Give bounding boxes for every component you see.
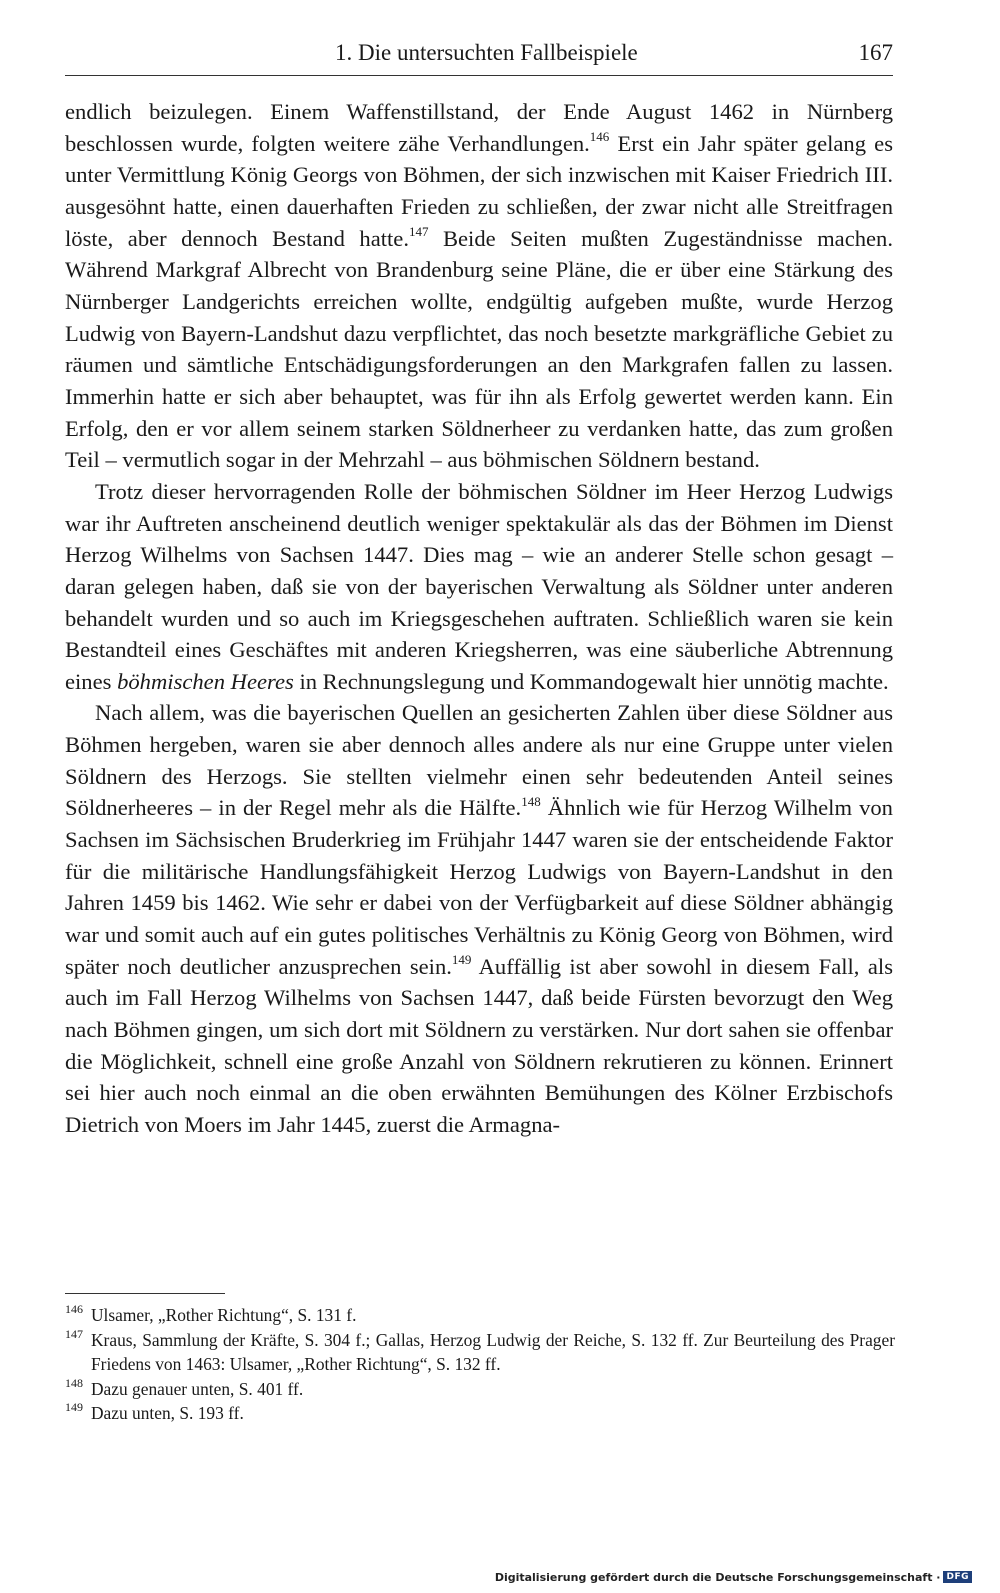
footnote-rule: [65, 1293, 225, 1294]
paragraph: [65, 96, 893, 476]
paragraph: [65, 476, 893, 698]
text-run: in Rechnungslegung und Kommandogewalt hier unnötig machte.: [293, 668, 889, 694]
footnote-text: Kraus, Sammlung der Kräfte, S. 304 f.; Gallas, Herzog Ludwig der Reiche, S. 132 ff. Zur Beurteilung des Prager Friedens von 1463: Ulsamer, „Rother Richtung“, S. 132 ff.: [91, 1329, 895, 1374]
footnote-number: 148: [65, 1375, 83, 1390]
footnote-number: 147: [65, 1326, 83, 1341]
text-run: endlich beizulegen. Einem Waffenstillstand, der Ende August 1462 in Nürnberg beschlossen wurde, folgten weitere zähe Verhandlungen.: [65, 99, 893, 156]
text-run: Auffällig ist aber sowohl in diesem Fall, als auch im Fall Herzog Wilhelms von Sachsen 1447, daß beide Fürsten bevorzugt den Weg nach Böhmen gingen, um sich dort mit Söldnern zu verstärken. Nur dort sahen sie offenbar die Möglichkeit, schnell eine große Anzahl von Söldnern rekrutieren zu können. Erinnert sei hier auch noch einmal an die oben erwähnten Bemühungen des Kölner Erzbischofs Dietrich von Moers im Jahr 1445, zuerst die Armagna-: [65, 953, 893, 1137]
text-run: Ähnlich wie für Herzog Wilhelm von Sachsen im Sächsischen Bruderkrieg im Frühjahr 1447 waren sie der entscheidende Faktor für die militärische Handlungsfähigkeit Herzog Ludwigs von Bayern-Landshut in den Jahren 1459 bis 1462. Wie sehr er dabei von der Verfügbarkeit auf diese Söldner abhängig war und somit auch auf ein gutes politisches Verhältnis zu König Georg von Böhmen, wird später noch deutlicher anzusprechen sein.: [65, 795, 893, 979]
footnotes: [65, 1303, 895, 1426]
footnote-text: Ulsamer, „Rother Richtung“, S. 131 f.: [91, 1305, 357, 1325]
body-text: [65, 96, 893, 1141]
footnote-reference: 149: [451, 952, 472, 968]
digitization-credit: [495, 1569, 972, 1585]
footnote: [65, 1328, 895, 1377]
footnote: [65, 1303, 895, 1328]
footnote-reference: 147: [408, 224, 429, 240]
footnote-reference: 146: [589, 129, 610, 145]
footnote: [65, 1401, 895, 1426]
text-run: Trotz dieser hervorragenden Rolle der böhmischen Söldner im Heer Herzog Ludwigs war ihr Auftreten anscheinend deutlich weniger spektakulär als das der Böhmen im Dienst Herzog Wilhelms von Sachsen 1447. Dies mag – wie an anderer Stelle schon gesagt – daran gelegen haben, daß sie von der bayerischen Verwaltung als Söldner unter anderen behandelt wurden und so auch im Kriegsgeschehen auftraten. Schließlich waren sie kein Bestandteil eines Geschäftes mit anderen Kriegsherren, was eine säuberliche Abtrennung eines: [65, 478, 893, 694]
credit-text: Digitalisierung gefördert durch die Deutsche Forschungsgemeinschaft ·: [494, 1570, 941, 1584]
header-rule: [65, 75, 893, 76]
chapter-title: 1. Die untersuchten Fallbeispiele: [335, 40, 638, 65]
page-number: 167: [858, 40, 893, 65]
footnote-number: 146: [65, 1302, 83, 1316]
text-run: Beide Seiten mußten Zugeständnisse machen. Während Markgraf Albrecht von Brandenburg seine Pläne, die er über eine Stärkung des Nürnberger Landgerichts erreichen wollte, endgültig aufgeben mußte, wurde Herzog Ludwig von Bayern-Landshut dazu verpflichtet, das noch besetzte markgräfliche Gebiet zu räumen und sämtliche Entschädigungsforderungen an den Markgrafen fallen zu lassen. Immerhin hatte er sich aber behauptet, was für ihn als Erfolg gewertet werden kann. Ein Erfolg, den er vor allem seinem starken Söldnerheer zu verdanken hatte, das zum großen Teil – vermutlich sogar in der Mehrzahl – aus böhmischen Söldnern bestand.: [65, 225, 893, 473]
emphasis-text: böhmischen Heeres: [117, 668, 294, 694]
text-run: Nach allem, was die bayerischen Quellen an gesicherten Zahlen über diese Söldner aus Böhmen hergeben, waren sie aber dennoch alles andere als nur eine Gruppe unter vielen Söldnern des Herzogs. Sie stellten vielmehr einen sehr bedeutenden Anteil seines Söldnerheeres – in der Regel mehr als die Hälfte.: [65, 700, 893, 821]
paragraph: [65, 697, 893, 1140]
running-head: [65, 40, 893, 70]
footnote-text: Dazu genauer unten, S. 401 ff.: [91, 1378, 304, 1399]
footnote-reference: 148: [521, 793, 541, 809]
dfg-logo: DFG: [943, 1571, 972, 1583]
footnote: [65, 1377, 895, 1402]
footnote-number: 149: [65, 1400, 83, 1414]
text-run: Erst ein Jahr später gelang es unter Vermittlung König Georgs von Böhmen, der sich inzwischen mit Kaiser Friedrich III. ausgesöhnt hatte, einen dauerhaften Frieden zu schließen, der zwar nicht alle Streitfragen löste, aber dennoch Bestand hatte.: [65, 130, 893, 251]
footnote-text: Dazu unten, S. 193 ff.: [91, 1403, 244, 1423]
